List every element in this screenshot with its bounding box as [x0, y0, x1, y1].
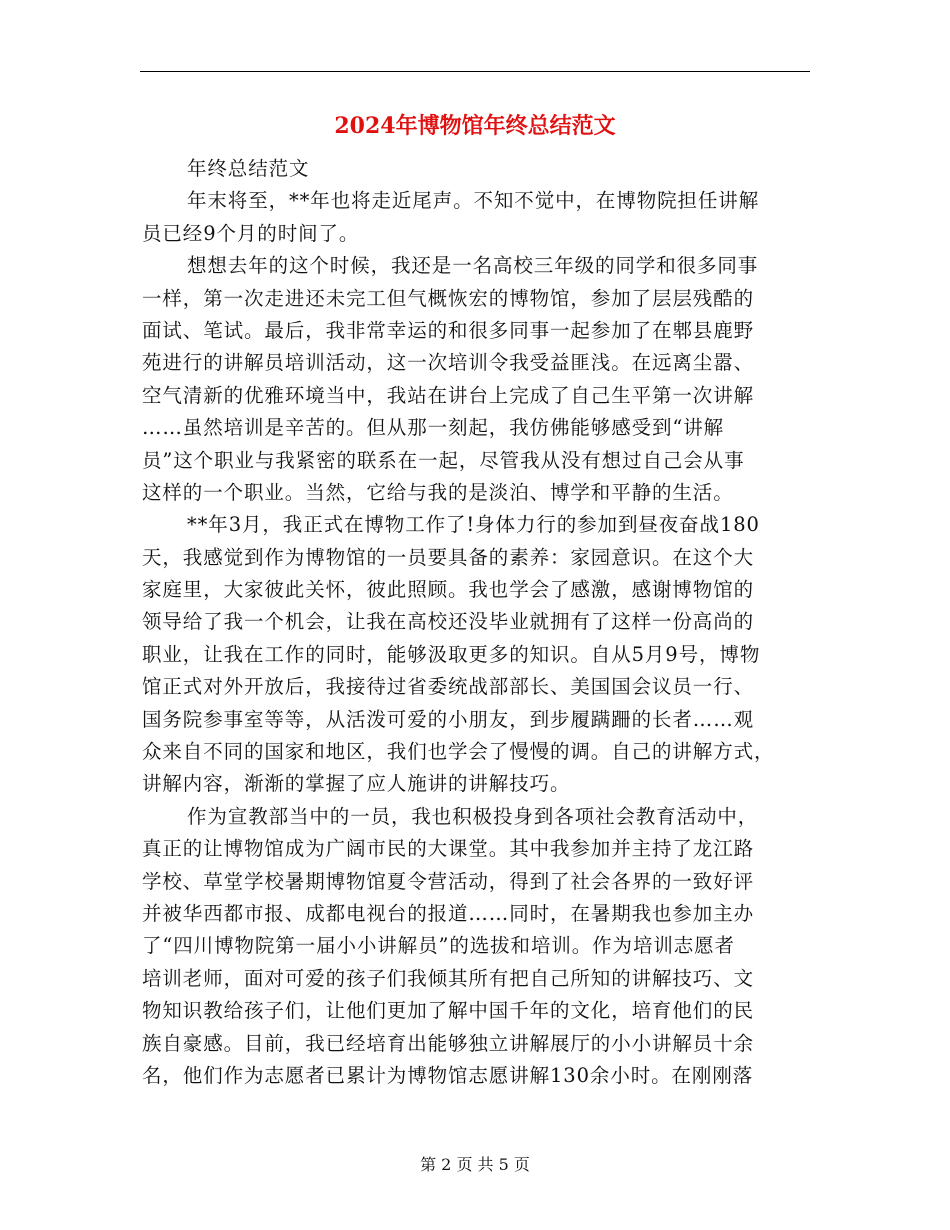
text-line: **年3月，我正式在博物工作了!身体力行的参加到昼夜奋战180	[187, 513, 760, 537]
header-rule	[140, 71, 810, 72]
text-line: 领导给了我一个机会，让我在高校还没毕业就拥有了这样一份高尚的	[142, 610, 755, 634]
text-line: 这样的一个职业。当然，它给与我的是淡泊、博学和平静的生活。	[142, 480, 734, 504]
text-line: 一样，第一次走进还未完工但气概恢宏的博物馆，参加了层层残酷的	[142, 286, 755, 310]
text-line: 苑进行的讲解员培训活动，这一次培训令我受益匪浅。在远离尘嚣、	[142, 351, 755, 375]
document-title: 2024年博物馆年终总结范文	[334, 113, 616, 139]
document-body	[142, 153, 812, 1092]
text-line: 家庭里，大家彼此关怀，彼此照顾。我也学会了感激，感谢博物馆的	[142, 578, 755, 602]
text-line: 名，他们作为志愿者已累计为博物馆志愿讲解130余小时。在刚刚落	[142, 1063, 754, 1087]
page-footer: 第 2 页 共 5 页	[420, 1155, 530, 1174]
text-line: 员”这个职业与我紧密的联系在一起，尽管我从没有想过自己会从事	[142, 448, 745, 472]
text-line: 作为宣教部当中的一员，我也积极投身到各项社会教育活动中，	[187, 804, 759, 828]
text-line: 众来自不同的国家和地区，我们也学会了慢慢的调。自己的讲解方式，	[142, 740, 775, 764]
text-line: 馆正式对外开放后，我接待过省委统战部部长、美国国会议员一行、	[142, 675, 755, 699]
text-line: 空气清新的优雅环境当中，我站在讲台上完成了自己生平第一次讲解	[142, 383, 755, 407]
text-line: 物知识教给孩子们，让他们更加了解中国千年的文化，培育他们的民	[142, 999, 755, 1023]
text-line: 并被华西都市报、成都电视台的报道……同时，在暑期我也参加主办	[142, 901, 755, 925]
text-line: 真正的让博物馆成为广阔市民的大课堂。其中我参加并主持了龙江路	[142, 837, 755, 861]
text-line: 年末将至，**年也将走近尾声。不知不觉中，在博物院担任讲解	[187, 189, 760, 213]
text-line: 想想去年的这个时候，我还是一名高校三年级的同学和很多同事	[187, 254, 759, 278]
text-line: 职业，让我在工作的同时，能够汲取更多的知识。自从5月9号，博物	[142, 642, 761, 666]
text-line: 学校、草堂学校暑期博物馆夏令营活动，得到了社会各界的一致好评	[142, 869, 755, 893]
text-line: 天，我感觉到作为博物馆的一员要具备的素养：家园意识。在这个大	[142, 545, 755, 569]
text-line: 面试、笔试。最后，我非常幸运的和很多同事一起参加了在郫县鹿野	[142, 318, 755, 342]
text-line: 了“四川博物院第一届小小讲解员”的选拔和培训。作为培训志愿者	[142, 934, 735, 958]
text-line: ……虽然培训是辛苦的。但从那一刻起，我仿佛能够感受到“讲解	[142, 416, 725, 440]
text-line: 国务院参事室等等，从活泼可爱的小朋友，到步履蹒跚的长者……观	[142, 707, 755, 731]
text-line: 员已经9个月的时间了。	[142, 221, 360, 245]
text-line: 讲解内容，渐渐的掌握了应人施讲的讲解技巧。	[142, 772, 571, 796]
text-line: 年终总结范文	[187, 157, 310, 180]
text-line: 族自豪感。目前，我已经培育出能够独立讲解展厅的小小讲解员十余	[142, 1031, 755, 1055]
text-line: 培训老师，面对可爱的孩子们我倾其所有把自己所知的讲解技巧、文	[142, 966, 755, 990]
